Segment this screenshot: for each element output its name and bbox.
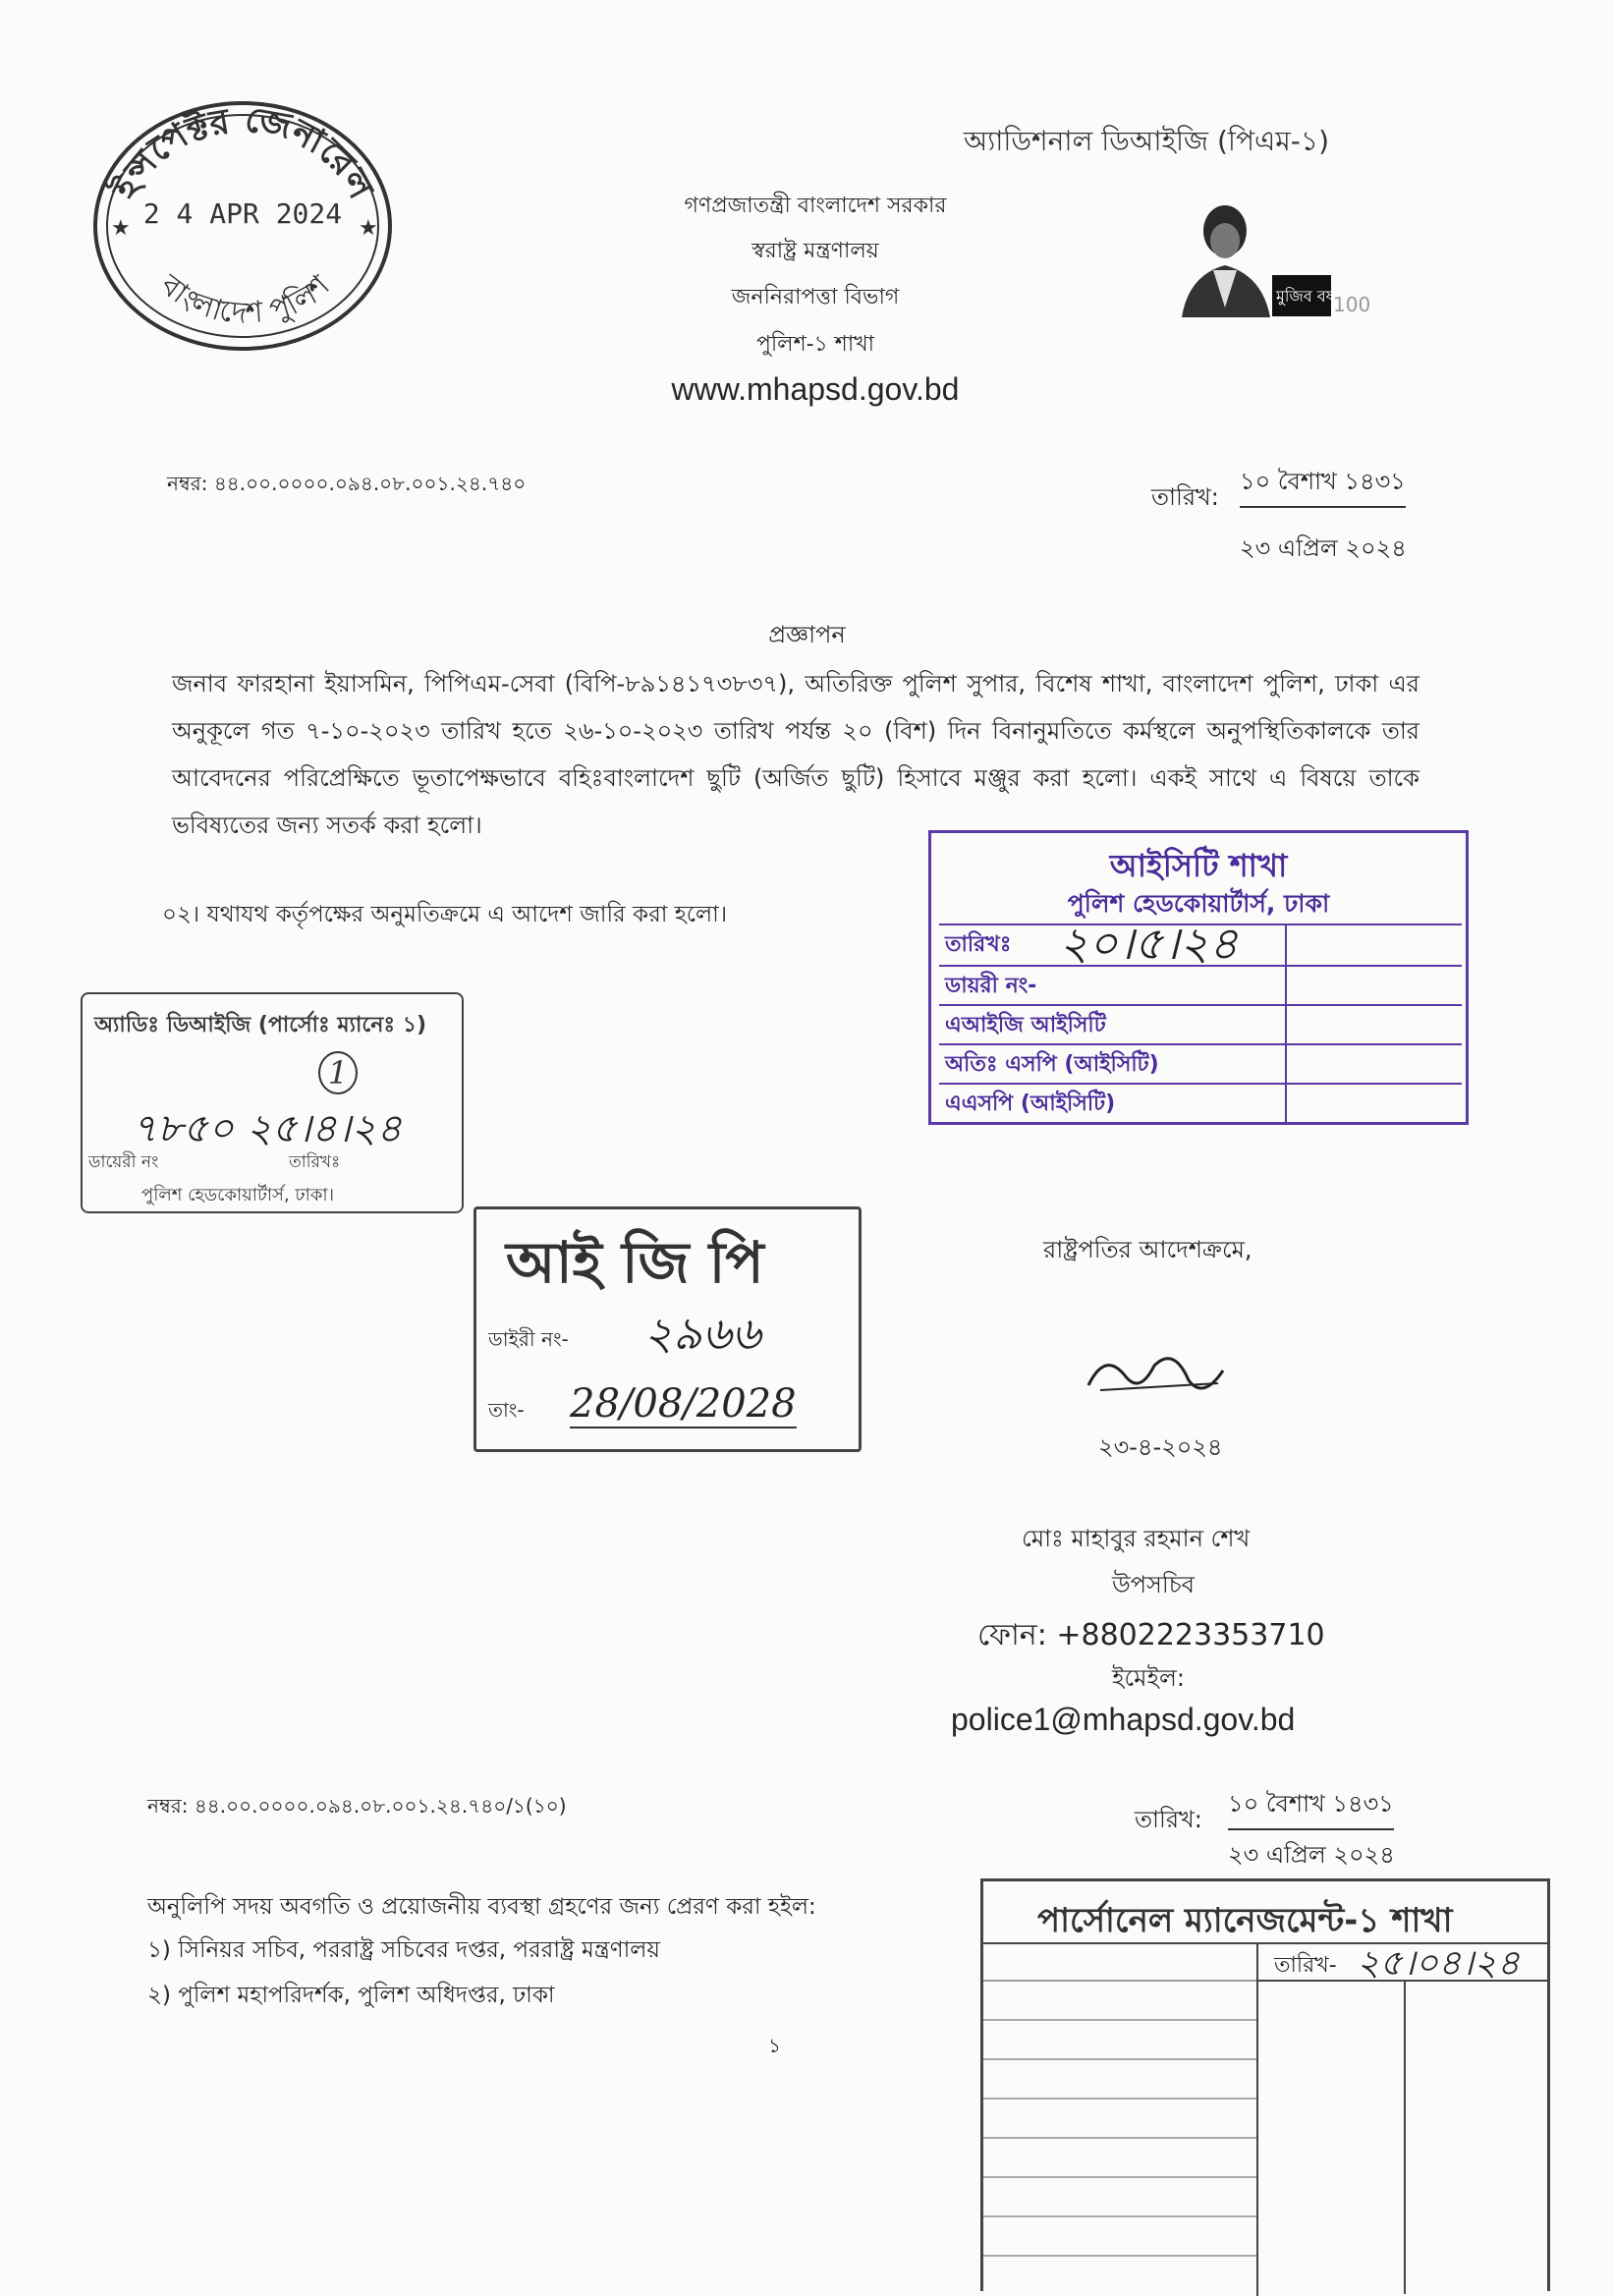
signatory-name: মোঃ মাহাবুর রহমান শেখ	[1022, 1525, 1251, 1552]
inspector-general-round-stamp	[83, 93, 403, 359]
pm1-date: ২৫।০৪।২৪	[1357, 1943, 1521, 1984]
by-order-of-president: রাষ্ট্রপতির আদেশক্রমে,	[1043, 1236, 1252, 1263]
email-label: ইমেইল:	[1112, 1664, 1185, 1692]
pm1-stamp-title: পার্সোনেল ম্যানেজমেন্ট-১ শাখা	[1037, 1901, 1453, 1940]
signature-graphic	[1081, 1346, 1228, 1405]
division-name: জননিরাপত্তা বিভাগ	[731, 285, 900, 309]
ict-row-addl-sp: অতিঃ এসপি (আইসিটি)	[939, 1043, 1462, 1085]
addl-date-label: তারিখঃ	[289, 1152, 341, 1172]
mujib-year-logo	[1174, 192, 1371, 324]
addl-handwritten: ৭৮৫০ ২৫।৪।২৪	[132, 1106, 403, 1151]
ict-handwritten-date: ২০।৫।২৪	[1059, 917, 1239, 970]
addl-footer: পুলিশ হেডকোয়ার্টার্স, ঢাকা।	[141, 1185, 335, 1205]
gov-name: গণপ্রজাতন্ত্রী বাংলাদেশ সরকার	[684, 194, 947, 218]
ministry-name: স্বরাষ্ট্র মন্ত্রণালয়	[751, 239, 879, 263]
personnel-management-stamp	[980, 1878, 1550, 2291]
ict-row-date: তারিখঃ	[939, 924, 1462, 965]
round-stamp-bottom-text: বাংলাদেশ পুলিশ	[153, 267, 337, 331]
round-stamp-graphic	[83, 93, 403, 359]
round-stamp-date: 2 4 APR 2024	[142, 197, 343, 230]
signatory-phone: ফোন: +8802223353710	[977, 1618, 1325, 1652]
copy-item-1: ১) সিনিয়র সচিব, পররাষ্ট্র সচিবের দপ্তর, পররাষ্ট্র মন্ত্রণালয়	[147, 1937, 660, 1963]
ict-section-stamp	[928, 830, 1469, 1125]
memo-number: নম্বর: ৪৪.০০.০০০০.০৯৪.০৮.০০১.২৪.৭৪০	[167, 472, 527, 495]
additional-dig-stamp	[81, 992, 464, 1213]
section-name: পুলিশ-১ শাখা	[755, 332, 875, 357]
copy-item-2: ২) পুলিশ মহাপরিদর্শক, পুলিশ অধিদপ্তর, ঢাকা	[147, 1983, 555, 2008]
svg-text:100: 100	[1333, 293, 1371, 316]
ict-row-asp: এএসপি (আইসিটি)	[939, 1083, 1462, 1124]
igp-stamp-title: আই জি পি	[506, 1229, 764, 1296]
svg-text:ইন্সপেক্টর জেনারেল	[102, 99, 381, 207]
additional-dig-note: অ্যাডিশনাল ডিআইজি (পিএম-১)	[963, 125, 1329, 157]
notification-body: জনাব ফারহানা ইয়াসমিন, পিপিএম-সেবা (বিপি-৮৯১৪১৭৩৮৩৭), অতিরিক্ত পুলিশ সুপার, বিশেষ শাখা, বাংলাদেশ পুলিশ, ঢাকা এর অনুকূলে গত ৭-১০-২০২৩ তারিখ হতে ২৬-১০-২০২৩ তারিখ পর্যন্ত ২০ (বিশ) দিন বিনানুমতিতে কর্মস্থলে অনুপস্থিতিকালকে তার আবেদনের পরিপ্রেক্ষিতে ভূতাপেক্ষভাবে বহিঃবাংলাদেশ ছুটি (অর্জিত ছুটি) হিসাবে মঞ্জুর করা হলো। একই সাথে এ বিষয়ে তাকে ভবিষ্যতের জন্য সতর্ক করা হলো।	[172, 670, 1419, 839]
igp-date: 28/08/2028	[570, 1381, 797, 1427]
igp-stamp	[473, 1206, 862, 1452]
mujib-logo-text: মুজিব বর্ষ	[1276, 287, 1335, 306]
star-icon: ★	[111, 216, 131, 241]
website-link[interactable]: www.mhapsd.gov.bd	[671, 371, 960, 407]
igp-diary-label: ডাইরী নং-	[488, 1327, 569, 1351]
addl-stamp-title: অ্যাডিঃ ডিআইজি (পার্সোঃ ম্যানেঃ ১)	[94, 1013, 427, 1037]
addl-diary-label: ডায়েরী নং	[88, 1152, 159, 1172]
signatory-designation: উপসচিব	[1112, 1571, 1196, 1598]
notification-title: প্রজ্ঞাপন	[768, 621, 846, 648]
copy-intro: অনুলিপি সদয় অবগতি ও প্রয়োজনীয় ব্যবস্থা গ্রহণের জন্য প্রেরণ করা হইল:	[147, 1894, 816, 1920]
memo-date-english: ২৩ এপ্রিল ২০২৪	[1240, 534, 1407, 562]
ict-row-aig: এআইজি আইসিটি	[939, 1004, 1462, 1045]
igp-date-label: তাং-	[488, 1398, 525, 1422]
ict-stamp-subtitle: পুলিশ হেডকোয়ার্টার্স, ঢাকা	[1067, 889, 1330, 918]
addl-circled-number: 1	[318, 1051, 358, 1094]
ict-row-diary: ডায়রী নং-	[939, 965, 1462, 1006]
memo2-number: নম্বর: ৪৪.০০.০০০০.০৯৪.০৮.০০১.২৪.৭৪০/১(১০)	[147, 1794, 567, 1818]
signature-date: ২৩-৪-২০২৪	[1098, 1433, 1223, 1461]
signatory-email[interactable]: police1@mhapsd.gov.bd	[951, 1702, 1296, 1737]
ict-stamp-title: আইসিটি শাখা	[1109, 847, 1288, 884]
page-number: ১	[768, 2034, 781, 2057]
memo-date-label: তারিখ:	[1151, 483, 1219, 511]
memo2-date-english: ২৩ এপ্রিল ২০২৪	[1228, 1841, 1395, 1869]
star-icon: ★	[359, 216, 378, 241]
memo2-date-bangla: ১০ বৈশাখ ১৪৩১	[1228, 1786, 1394, 1830]
memo-date-bangla: ১০ বৈশাখ ১৪৩১	[1240, 464, 1406, 508]
ict-divider	[1285, 924, 1287, 1125]
paragraph-02: ০২। যথাযথ কর্তৃপক্ষের অনুমতিক্রমে এ আদেশ জারি করা হলো।	[162, 902, 728, 927]
pm1-date-label: তারিখ-	[1274, 1953, 1337, 1978]
memo2-date-label: তারিখ:	[1135, 1806, 1202, 1833]
round-stamp-top-text: ইন্সপেক্টর জেনারেল	[104, 99, 381, 206]
igp-diary-number: ২৯৬৬	[643, 1307, 761, 1360]
portrait-icon	[1174, 192, 1371, 324]
